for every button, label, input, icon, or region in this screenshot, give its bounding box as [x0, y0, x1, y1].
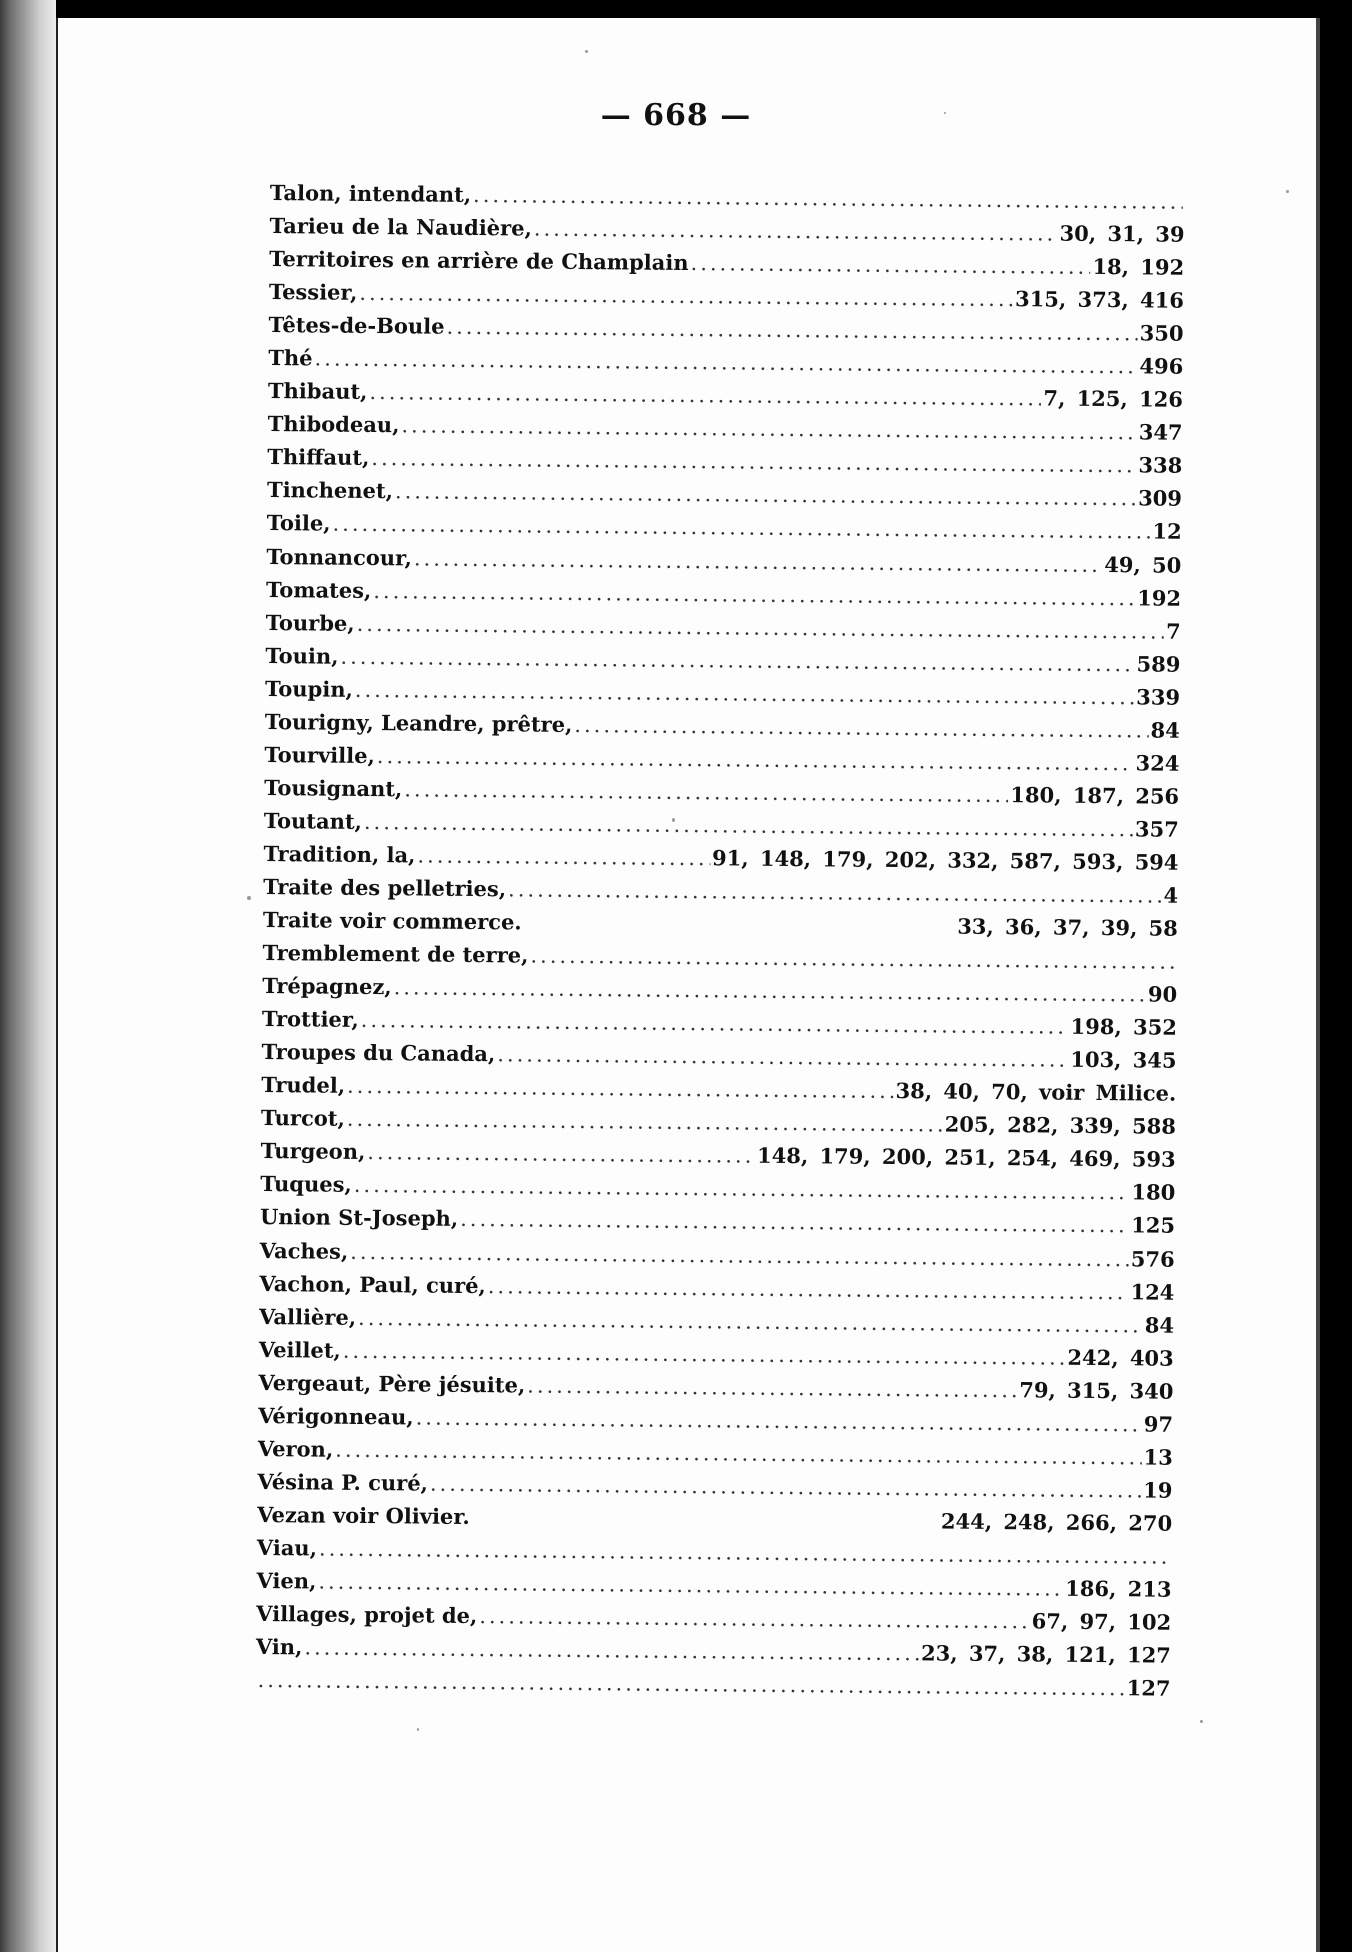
page-references: 357 — [1134, 816, 1179, 842]
page-references: 127 — [1126, 1675, 1171, 1701]
page-references: 7, 125, 126 — [1043, 385, 1184, 413]
page-references: 33, 36, 37, 39, 58 — [957, 913, 1178, 941]
page-references: 309 — [1138, 485, 1183, 512]
dot-leader — [359, 281, 1013, 311]
index-list — [255, 180, 1185, 1709]
page-references: 4 — [1163, 882, 1179, 908]
dot-leader — [361, 1008, 1069, 1039]
index-term: Tuques, — [260, 1171, 352, 1198]
index-term: Toupin, — [265, 675, 353, 702]
page-references: 19 — [1143, 1477, 1173, 1503]
page-references: 180 — [1131, 1179, 1176, 1206]
dot-leader — [332, 512, 1150, 544]
index-term: Traite voir commerce. — [262, 906, 522, 935]
page-references: 91, 148, 179, 202, 332, 587, 593, 594 — [711, 845, 1179, 875]
dot-leader — [377, 744, 1134, 775]
dot-leader — [347, 1074, 894, 1103]
index-term: Thé — [268, 345, 313, 371]
dot-leader — [488, 1274, 1129, 1304]
dot-leader — [395, 480, 1136, 511]
page-references: 315, 373, 416 — [1015, 286, 1185, 313]
index-term: Toutant, — [263, 807, 363, 834]
index-term: Touin, — [265, 642, 339, 669]
page-references: 180, 187, 256 — [1010, 781, 1180, 809]
index-term: Talon, intendant, — [269, 180, 472, 207]
page-references: 589 — [1136, 650, 1181, 677]
dot-leader — [343, 1338, 1066, 1369]
dot-leader — [335, 1437, 1142, 1469]
dot-leader — [574, 713, 1148, 743]
page-references: 125 — [1131, 1212, 1176, 1239]
index-term: Veron, — [257, 1435, 334, 1462]
dot-leader — [416, 1405, 1142, 1436]
page-references: 186, 213 — [1065, 1575, 1172, 1602]
index-term: Toile, — [266, 510, 331, 537]
page-edge-line — [56, 18, 58, 1952]
page-references: 242, 403 — [1067, 1344, 1174, 1371]
dot-leader — [373, 579, 1135, 610]
index-term: Veillet, — [258, 1336, 341, 1363]
dot-leader — [357, 611, 1165, 643]
page-references: 192 — [1137, 584, 1182, 611]
index-term: Tonnancour, — [266, 543, 413, 570]
dot-leader — [430, 1471, 1142, 1502]
index-term: Trudel, — [261, 1072, 346, 1099]
book-spine-edge — [0, 0, 56, 1952]
page-references: 18, 192 — [1092, 253, 1185, 280]
dot-leader — [350, 1239, 1129, 1270]
dot-leader — [364, 810, 1133, 841]
index-term: Tourville, — [264, 741, 375, 768]
index-term: Vergeaut, Père jésuite, — [258, 1369, 526, 1398]
page-references: 12 — [1152, 518, 1182, 545]
dot-leader — [508, 877, 1162, 907]
index-term: Thiffaut, — [267, 444, 370, 471]
index-term: Troupes du Canada, — [261, 1039, 496, 1067]
index-term: Vin, — [255, 1633, 303, 1660]
dot-leader — [479, 1604, 1030, 1633]
page-references: 244, 248, 266, 270 — [940, 1508, 1173, 1536]
dot-leader — [460, 1207, 1129, 1237]
scan-right-border — [1320, 0, 1352, 1952]
dot-leader — [446, 315, 1137, 346]
index-term: Vien, — [256, 1567, 317, 1594]
dot-leader — [358, 1305, 1143, 1337]
page-references: 84 — [1144, 1312, 1175, 1338]
page-references: 350 — [1139, 320, 1184, 346]
dot-leader — [369, 380, 1041, 410]
index-term: Tousignant, — [264, 774, 403, 802]
page-references: 23, 37, 38, 121, 127 — [920, 1640, 1171, 1668]
page-references: 90 — [1147, 981, 1178, 1007]
page-references: 124 — [1130, 1278, 1175, 1305]
page-references: 198, 352 — [1070, 1013, 1178, 1040]
dot-leader — [318, 1569, 1063, 1600]
page-references: 338 — [1138, 452, 1183, 479]
index-term: Thibaut, — [267, 378, 368, 405]
page-number: — 668 — — [600, 98, 752, 133]
page-references: 84 — [1150, 717, 1180, 743]
page-references: 13 — [1143, 1444, 1173, 1470]
dot-leader — [340, 644, 1134, 676]
index-term: Tradition, la, — [263, 840, 416, 868]
dot-leader — [404, 777, 1008, 807]
index-term: Tomates, — [265, 576, 372, 603]
page-references: 67, 97, 102 — [1031, 1608, 1172, 1635]
index-term: Tourigny, Leandre, prêtre, — [264, 708, 573, 737]
index-term: Tourbe, — [265, 609, 355, 636]
index-term: Turcot, — [260, 1105, 345, 1132]
index-term: Trottier, — [261, 1006, 359, 1033]
page-references: 339 — [1136, 684, 1181, 710]
dot-leader — [355, 678, 1135, 709]
index-term: Tinchenet, — [266, 477, 394, 504]
dot-leader — [414, 546, 1103, 577]
page-references: 97 — [1143, 1411, 1174, 1437]
dot-leader — [534, 217, 1058, 246]
dot-leader — [530, 944, 1175, 974]
page-references: 79, 315, 340 — [1019, 1376, 1174, 1404]
page-references: 103, 345 — [1070, 1046, 1177, 1073]
page-references: 49, 50 — [1104, 551, 1182, 578]
scan-top-border — [0, 0, 1352, 18]
index-term: Viau, — [256, 1534, 318, 1561]
index-term: Vezan voir Olivier. — [257, 1501, 470, 1529]
index-term: Tremblement de terre, — [262, 940, 529, 968]
dot-leader — [394, 975, 1147, 1006]
page-references: 148, 179, 200, 251, 254, 469, 593 — [756, 1143, 1176, 1173]
index-term: Tessier, — [268, 279, 358, 305]
index-term: Traite des pelletries, — [263, 873, 507, 902]
index-term: Vaches, — [259, 1237, 349, 1264]
page-references: 30, 31, 39 — [1059, 220, 1185, 247]
index-term: Union St-Joseph, — [259, 1204, 459, 1232]
index-term: Trépagnez, — [262, 973, 392, 1000]
dot-leader — [314, 347, 1137, 379]
page-references: 7 — [1165, 618, 1181, 644]
spacer — [522, 929, 958, 933]
index-term: Vallière, — [258, 1303, 357, 1330]
index-term: Turgeon, — [260, 1138, 366, 1165]
dot-leader — [690, 251, 1090, 279]
dot-leader — [367, 1140, 755, 1168]
dot-leader — [527, 1373, 1017, 1402]
index-term: Tarieu de la Naudière, — [269, 213, 532, 241]
dot-leader — [354, 1173, 1130, 1204]
dot-leader — [347, 1107, 943, 1137]
index-term: Villages, projet de, — [256, 1600, 478, 1629]
dot-leader — [304, 1635, 919, 1665]
dot-leader — [401, 414, 1137, 445]
spacer — [470, 1524, 941, 1529]
page-references: 324 — [1135, 750, 1180, 776]
index-term: Territoires en arrière de Champlain — [269, 246, 689, 276]
page-references: 576 — [1130, 1245, 1175, 1272]
dot-leader — [371, 446, 1136, 477]
page-references: 205, 282, 339, 588 — [944, 1111, 1177, 1140]
index-term: Vérigonneau, — [258, 1402, 414, 1430]
page-references: 496 — [1139, 353, 1184, 380]
index-term: Têtes-de-Boule — [268, 312, 445, 339]
dot-leader — [497, 1042, 1068, 1071]
page-references: 347 — [1138, 419, 1183, 446]
index-term: Vachon, Paul, curé, — [259, 1270, 486, 1298]
index-term: Vésina P. curé, — [257, 1468, 429, 1496]
page-references: 38, 40, 70, voir Milice. — [895, 1078, 1177, 1107]
index-term: Thibodeau, — [267, 411, 400, 438]
dot-leader — [473, 183, 1183, 214]
dot-leader — [417, 843, 710, 870]
